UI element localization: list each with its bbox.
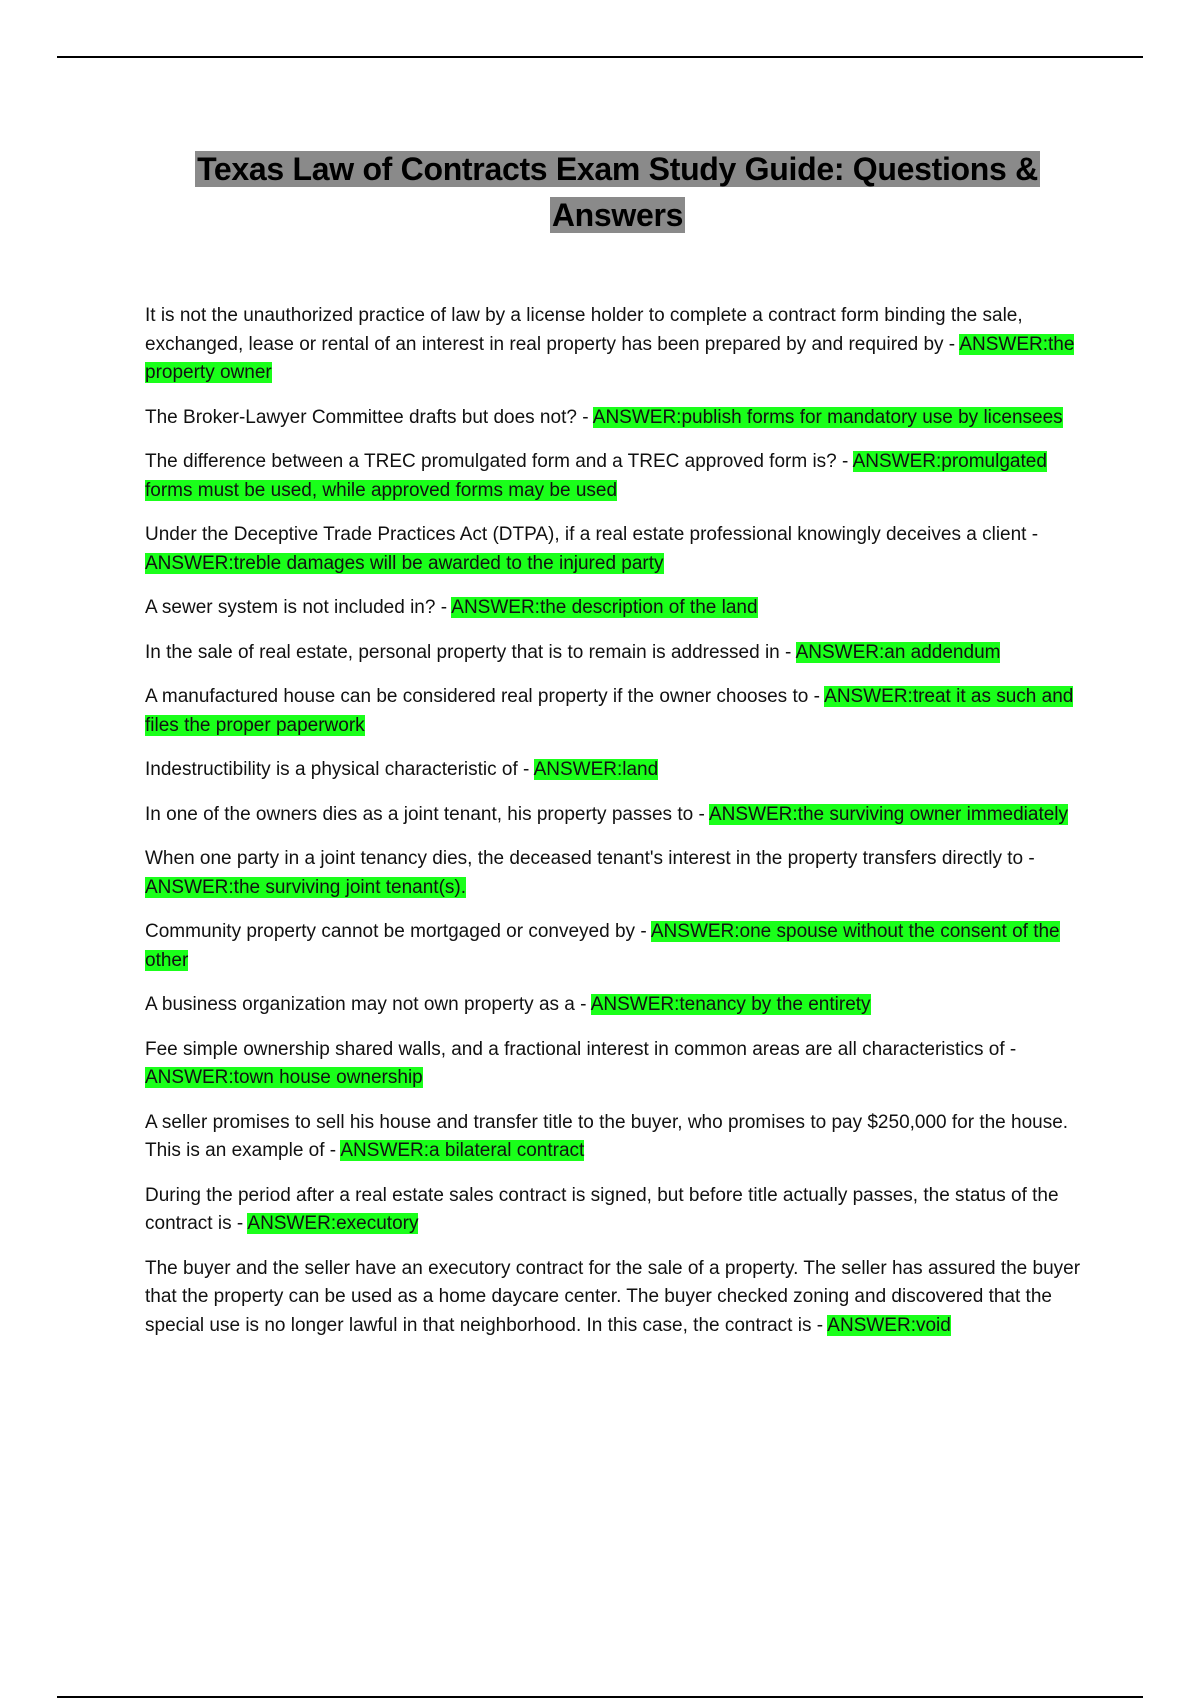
qa-item [145, 448, 1087, 505]
question-text: Indestructibility is a physical characteristic of - [145, 759, 534, 780]
qa-item [145, 1182, 1087, 1239]
qa-item [145, 639, 1087, 668]
answer-highlight: ANSWER:the description of the land [451, 597, 758, 618]
question-text: Fee simple ownership shared walls, and a fractional interest in common areas are all characteristics of - [145, 1038, 1017, 1060]
question-text: In one of the owners dies as a joint tenant, his property passes to - [145, 803, 709, 825]
qa-item [145, 756, 1087, 785]
answer-highlight: ANSWER:one spouse without the consent of the other [145, 921, 1060, 971]
qa-item [145, 845, 1087, 902]
answer-highlight: ANSWER:executory [247, 1213, 419, 1234]
question-text: A sewer system is not included in? - [145, 597, 452, 618]
answer-highlight: ANSWER:publish forms for mandatory use by licensees [592, 406, 1063, 428]
answer-highlight: ANSWER:void [827, 1314, 951, 1336]
question-text: During the period after a real estate sales contract is signed, but before title actually passes, the status of the contract is - [145, 1184, 1059, 1234]
qa-item [145, 521, 1087, 578]
answer-highlight: ANSWER:the surviving joint tenant(s). [145, 876, 467, 898]
qa-item [145, 594, 1087, 623]
question-text: The Broker-Lawyer Committee drafts but does not? - [145, 406, 593, 428]
qa-item [145, 1109, 1087, 1166]
page-title [145, 146, 1090, 238]
answer-highlight: ANSWER:the surviving owner immediately [709, 803, 1069, 825]
qa-list [145, 302, 1087, 1356]
question-text: Under the Deceptive Trade Practices Act (DTPA), if a real estate professional knowingly deceives a client - [145, 524, 1039, 545]
answer-highlight: ANSWER:tenancy by the entirety [590, 994, 871, 1015]
qa-item [145, 1036, 1087, 1093]
answer-highlight: ANSWER:promulgated forms must be used, while approved forms may be used [145, 451, 1047, 501]
question-text: It is not the unauthorized practice of law by a license holder to complete a contract form binding the sale, exchanged, lease or rental of an interest in real property has been prepared by and required by - [145, 305, 1023, 355]
page-title-line-1: Texas Law of Contracts Exam Study Guide: Questions & [197, 151, 1038, 187]
answer-highlight: ANSWER:a bilateral contract [340, 1140, 585, 1161]
bottom-rule [57, 1696, 1143, 1698]
question-text: A seller promises to sell his house and transfer title to the buyer, who promises to pay $250,000 for the house. This is an example of - [145, 1111, 1069, 1161]
qa-item [145, 302, 1087, 388]
question-text: When one party in a joint tenancy dies, the deceased tenant's interest in the property transfers directly to - [145, 848, 1035, 869]
question-text: The buyer and the seller have an executory contract for the sale of a property. The seller has assured the buyer that the property can be used as a home daycare center. The buyer checked zoning and discovered that the special use is no longer lawful in that neighborhood. In this case, the contract is - [145, 1257, 1081, 1336]
answer-highlight: ANSWER:land [533, 759, 659, 780]
qa-item [145, 991, 1087, 1020]
qa-item [145, 404, 1087, 433]
answer-highlight: ANSWER:treat it as such and files the proper paperwork [145, 686, 1074, 736]
answer-highlight: ANSWER:the property owner [145, 333, 1075, 383]
question-text: In the sale of real estate, personal property that is to remain is addressed in - [145, 641, 796, 663]
answer-highlight: ANSWER:an addendum [795, 641, 1001, 663]
answer-highlight: ANSWER:town house ownership [145, 1067, 423, 1088]
question-text: A manufactured house can be considered real property if the owner chooses to - [145, 686, 825, 707]
page-title-line-2: Answers [551, 197, 684, 233]
qa-item [145, 1255, 1087, 1341]
question-text: Community property cannot be mortgaged or conveyed by - [145, 921, 651, 942]
question-text: A business organization may not own property as a - [145, 994, 591, 1015]
qa-item [145, 683, 1087, 740]
title-block [145, 146, 1090, 238]
answer-highlight: ANSWER:treble damages will be awarded to the injured party [145, 552, 664, 574]
question-text: The difference between a TREC promulgated form and a TREC approved form is? - [145, 451, 853, 472]
top-rule [57, 56, 1143, 58]
qa-item [145, 918, 1087, 975]
qa-item [145, 801, 1087, 830]
